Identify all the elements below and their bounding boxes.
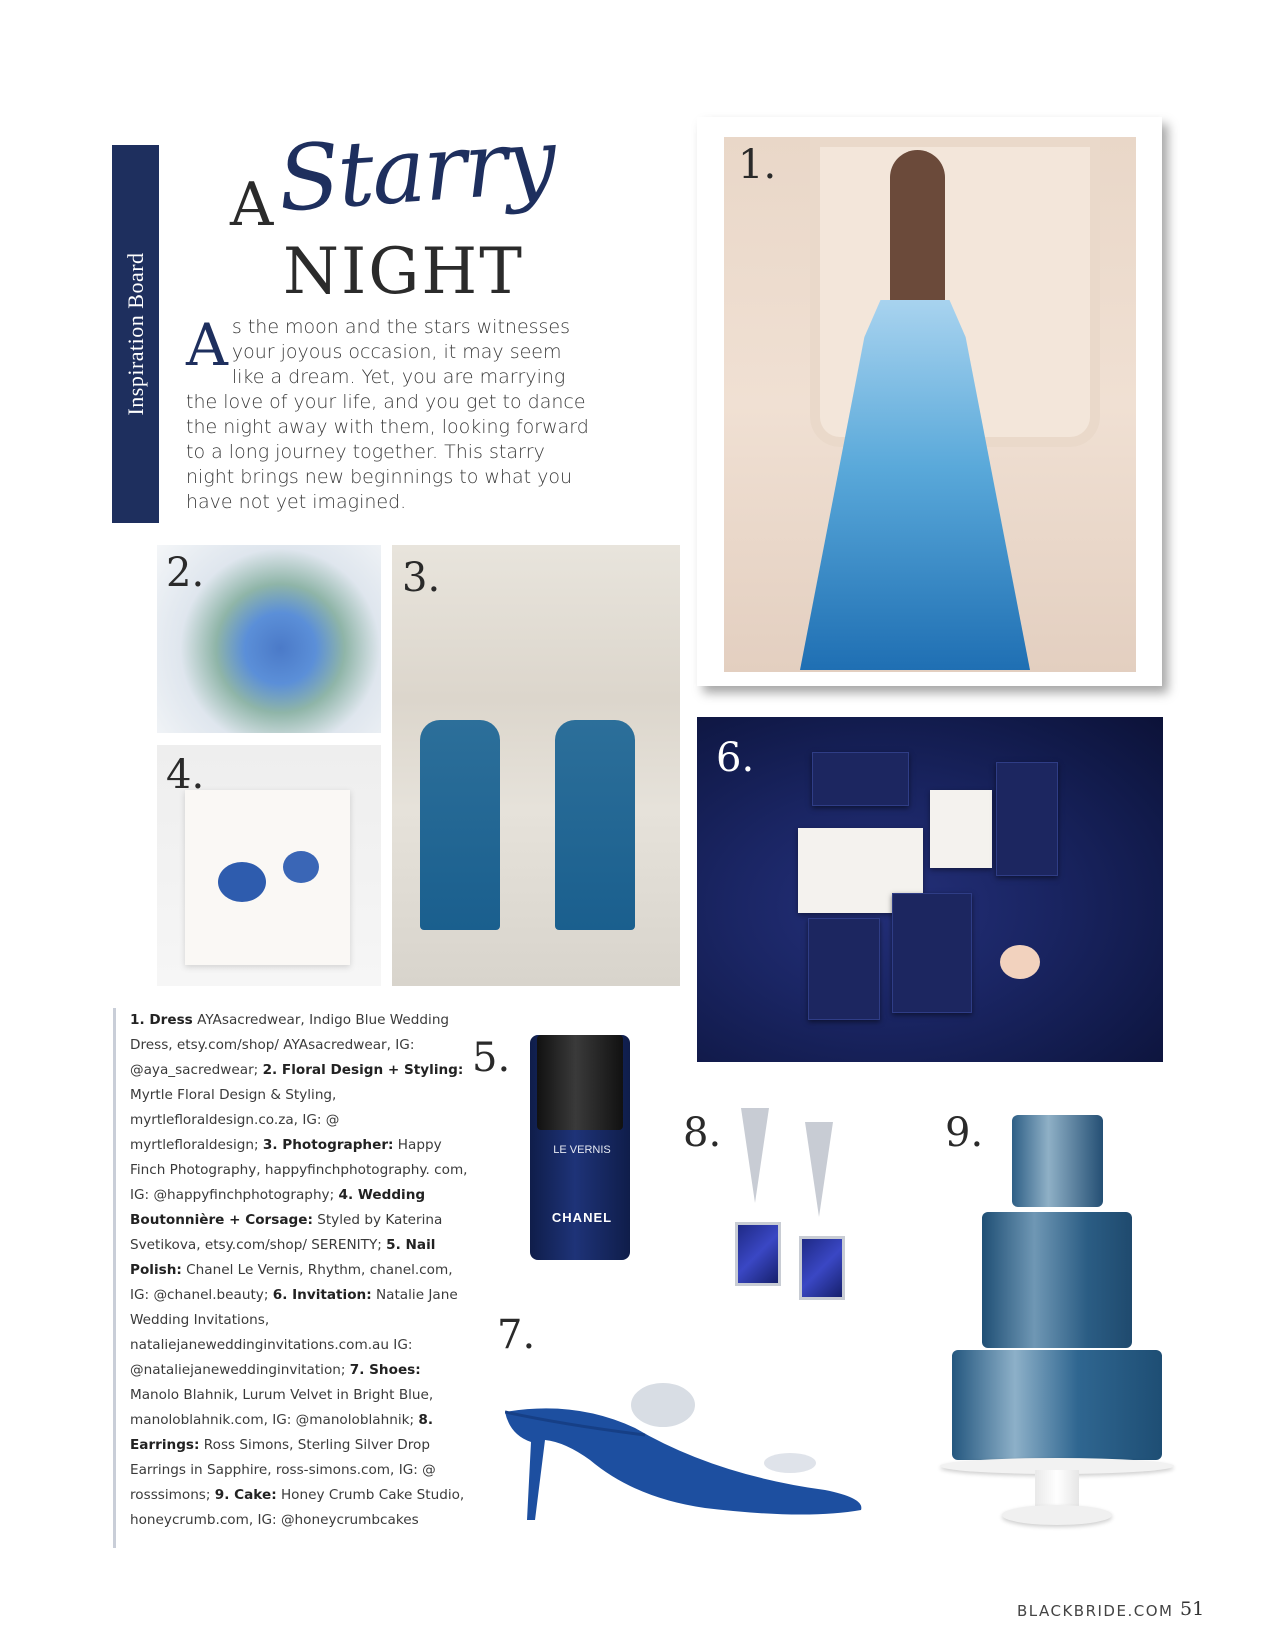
photo-4-board (185, 790, 350, 965)
number-5: 5. (472, 1035, 511, 1081)
number-1: 1. (738, 142, 777, 188)
credit-8: 8. Earrings: Ross Simons, Sterling Silver Drop Earrings in Sapphire, ross-simons.com, IG: @ rosssimons; (130, 1412, 436, 1503)
title-a: A (230, 170, 276, 240)
title-script: Starry (274, 108, 558, 233)
earring-right-sapphire (799, 1236, 845, 1300)
invitation-card (930, 790, 992, 868)
footer-site: BLACKBRIDE.COM (1017, 1602, 1174, 1620)
credit-7: 7. Shoes: Manolo Blahnik, Lurum Velvet in Bright Blue, manoloblahnik.com, IG: @manoloblahnik; (130, 1362, 434, 1428)
number-8: 8. (683, 1110, 722, 1156)
intro-text: s the moon and the stars witnesses your joyous occasion, it may seem like a dream. Yet, you are marrying the love of your life, and you get to dance the night away with them, looking forward to a long journey together. This starry night brings new beginnings to what you have not yet imagined. (186, 316, 589, 513)
credit-1: 1. Dress AYAsacredwear, Indigo Blue Wedding Dress, etsy.com/shop/ AYAsacredwear, IG: @aya_sacredwear; (130, 1012, 450, 1078)
photo-4-boutonniere-flower (283, 851, 319, 883)
number-2: 2. (166, 550, 205, 596)
number-7: 7. (497, 1312, 536, 1358)
cake-middle-tier (982, 1212, 1132, 1348)
invitation-card (812, 752, 909, 806)
credit-2: 2. Floral Design + Styling: Myrtle Floral Design & Styling, myrtlefloraldesign.co.za, IG: @ myrtlefloraldesign; (130, 1062, 464, 1153)
nail-polish-cap (537, 1035, 623, 1130)
credits-list (113, 1008, 470, 1548)
invitation-card (808, 918, 880, 1020)
page-number: 51 (1180, 1598, 1205, 1620)
nail-polish-label: LE VERNIS (553, 1144, 611, 1156)
earring-left-sapphire (735, 1222, 781, 1286)
cake-bottom-tier (952, 1350, 1162, 1460)
credit-4: 4. Wedding Boutonnière + Corsage: Styled by Katerina Svetikova, etsy.com/shop/ SERENITY; (130, 1187, 443, 1253)
photo-4-corsage (218, 862, 266, 902)
drop-cap: A (186, 311, 228, 379)
invitation-flower (1000, 945, 1040, 979)
number-3: 3. (402, 555, 441, 601)
credit-5: 5. Nail Polish: Chanel Le Vernis, Rhythm, chanel.com, IG: @chanel.beauty; (130, 1237, 453, 1303)
shoe-image (505, 1380, 865, 1520)
photo-3-chair-mrs (420, 720, 500, 930)
cake-stand-base (1002, 1505, 1112, 1525)
section-tab (112, 145, 159, 523)
invitation-card (892, 893, 972, 1013)
number-4: 4. (166, 752, 205, 798)
nail-polish-brand: CHANEL (551, 1210, 613, 1225)
title-night: NIGHT (283, 235, 524, 309)
section-tab-label: Inspiration Board (122, 252, 148, 416)
photo-1-model (890, 150, 945, 310)
earring-right-drop (805, 1122, 833, 1217)
credit-6: 6. Invitation: Natalie Jane Wedding Invitations, nataliejaneweddinginvitations.com.au IG: @nataliejaneweddinginvitation; (130, 1287, 458, 1378)
credit-9: 9. Cake: Honey Crumb Cake Studio, honeycrumb.com, IG: @honeycrumbcakes (130, 1487, 465, 1528)
photo-3-chair-mr (555, 720, 635, 930)
credit-3: 3. Photographer: Happy Finch Photography, happyfinchphotography. com, IG: @happyfinchphotography; (130, 1137, 468, 1203)
number-6: 6. (716, 735, 755, 781)
earring-left-drop (741, 1108, 769, 1203)
number-9: 9. (945, 1110, 984, 1156)
intro-paragraph (186, 311, 596, 515)
cake-top-tier (1012, 1115, 1103, 1207)
invitation-card (996, 762, 1058, 876)
